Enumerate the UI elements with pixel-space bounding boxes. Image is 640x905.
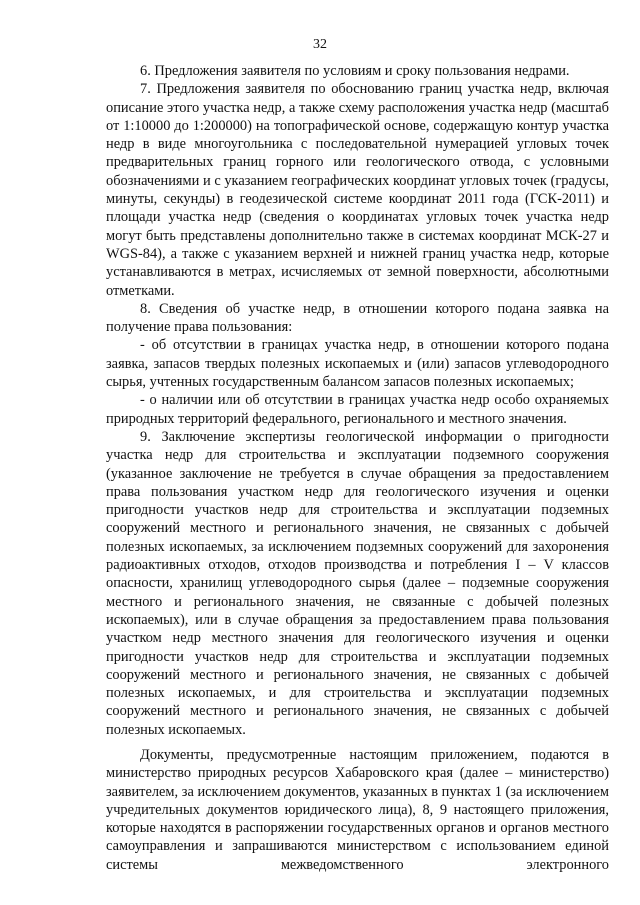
paragraph-subitem-protected-areas: - о наличии или об отсутствии в границах участка недр особо охраняемых природных территорий федерального, регионального и местного значения. xyxy=(106,392,609,427)
page-number: 32 xyxy=(313,37,327,52)
document-body xyxy=(106,62,609,874)
paragraph-item-9: 9. Заключение экспертизы геологической информации о пригодности участка недр для строительства и эксплуатации подземного сооружения (указанное заключение не требуется в случае обращения за предоставлением права пользования участком недр для геологического изучения и оценки пригодности участков недр для строительства и эксплуатации подземных сооружений местного и регионального значения, не связанных с добычей полезных ископаемых, за исключением подземных сооружений для захоронения радиоактивных отходов, отходов производства и потребления I – V классов опасности, хранилищ углеводородного сырья (далее – подземные сооружения местного и регионального значения, не связанные с добычей полезных ископаемых), или в случае обращения за предоставлением права пользования участком недр местного значения для геологического изучения и оценки пригодности участков недр для строительства и эксплуатации подземных сооружений местного и регионального значения, не связанных с добычей полезных ископаемых, и для строительства и эксплуатации подземных сооружений местного и регионального значения, не связанных с добычей полезных ископаемых. xyxy=(106,428,609,738)
paragraph-subitem-reserves: - об отсутствии в границах участка недр, в отношении которого подана заявка, запасов твердых полезных ископаемых и (или) запасов углеводородного сырья, учтенных государственным балансом запасов полезных ископаемых; xyxy=(106,337,609,391)
paragraph-documents-submission: Документы, предусмотренные настоящим приложением, подаются в министерство природных ресурсов Хабаровского края (далее – министерство) заявителем, за исключением документов, указанных в пунктах 1 (за исключением учредительных документов юридического лица), 8, 9 настоящего приложения, которые находятся в распоряжении государственных органов и органов местного самоуправления и запрашиваются министерством с использованием единой системы межведомственного электронного xyxy=(106,746,609,873)
paragraph-item-7: 7. Предложения заявителя по обоснованию границ участка недр, включая описание этого участка недр, а также схему расположения участка недр (масштаб от 1:10000 до 1:200000) на топографической основе, содержащую контур участка недр в виде многоугольника с последовательной нумерацией угловых точек предварительных границ горного или геологического отвода, с условными обозначениями и с указанием географических координат угловых точек (градусы, минуты, секунды) в геодезической системе координат 2011 года (ГСК-2011) и площади участка недр (сведения о координатах угловых точек участка недр могут быть представлены дополнительно также в системах координат МСК-27 и WGS-84), а также с указанием верхней и нижней границ участка недр, которые устанавливаются в метрах, исчисляемых от земной поверхности, абсолютными отметками. xyxy=(106,81,609,299)
paragraph-item-6: 6. Предложения заявителя по условиям и сроку пользования недрами. xyxy=(140,63,570,79)
paragraph-item-8: 8. Сведения об участке недр, в отношении которого подана заявка на получение права пользования: xyxy=(106,300,609,336)
